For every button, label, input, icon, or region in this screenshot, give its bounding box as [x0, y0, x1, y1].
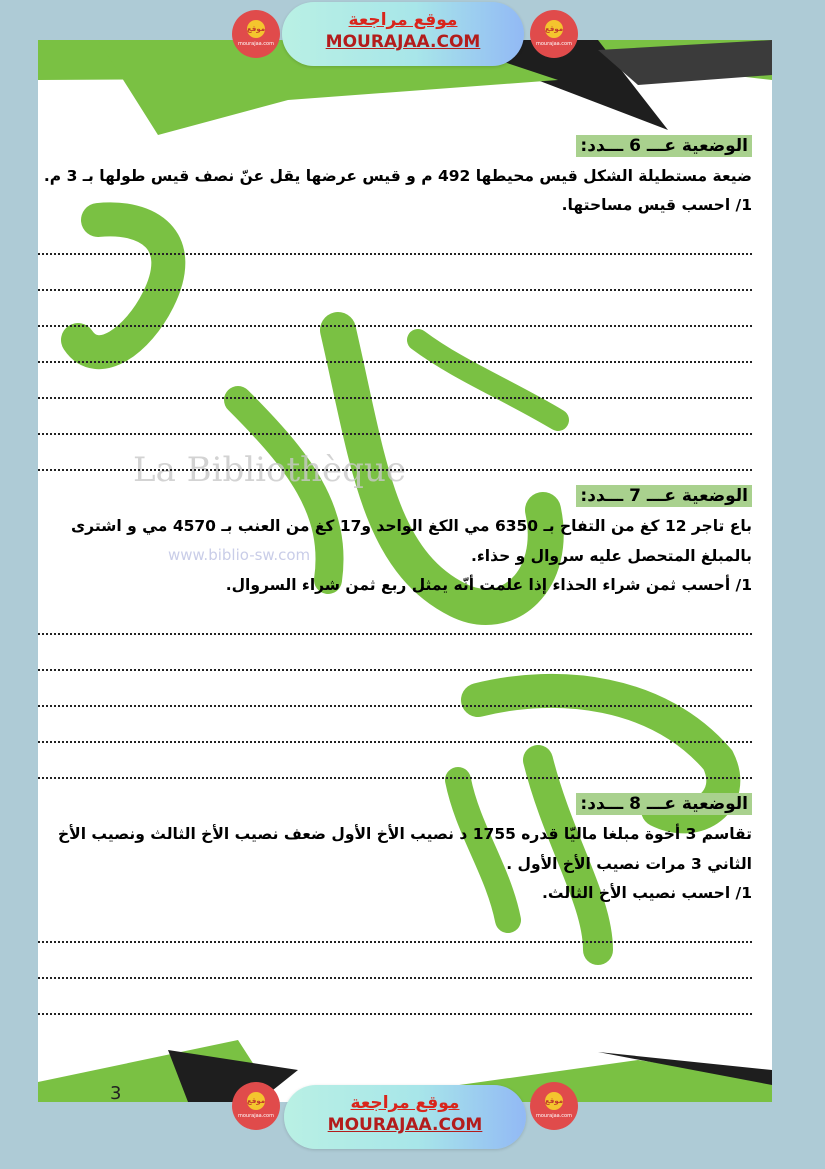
page-number: 3	[110, 1083, 122, 1104]
site-logo-icon: موقع mourajaa.com	[530, 10, 578, 58]
header-site-banner[interactable]	[282, 2, 524, 66]
banner-latin-text[interactable]: MOURAJAA.COM	[325, 32, 481, 52]
exercise-question: 1/ احسب قيس مساحتها.	[561, 196, 752, 214]
answer-line[interactable]	[38, 291, 752, 327]
answer-line[interactable]	[38, 907, 752, 943]
answer-line[interactable]	[38, 943, 752, 979]
exercise-8	[38, 793, 752, 1015]
answer-line[interactable]	[38, 399, 752, 435]
answer-line[interactable]	[38, 979, 752, 1015]
exercise-question: 1/ احسب نصيب الأخ الثالث.	[542, 884, 752, 902]
answer-line[interactable]	[38, 363, 752, 399]
answer-line[interactable]	[38, 707, 752, 743]
exercise-heading: الوضعية عـــ 6 ـــدد:	[576, 135, 752, 157]
site-logo-icon: موقع mourajaa.com	[232, 10, 280, 58]
answer-line[interactable]	[38, 327, 752, 363]
answer-line[interactable]	[38, 219, 752, 255]
exercise-content	[38, 135, 752, 1029]
exercise-heading: الوضعية عـــ 8 ـــدد:	[576, 793, 752, 815]
exercise-problem: تقاسم 3 أخوة مبلغا ماليّا قدره 1755 د نصيب الأخ الأول ضعف نصيب الأخ الثالث ونصيب الأخ الثاني 3 مرات نصيب الأخ الأول .	[58, 825, 752, 873]
answer-line[interactable]	[38, 635, 752, 671]
exercise-heading: الوضعية عـــ 7 ـــدد:	[576, 485, 752, 507]
answer-line[interactable]	[38, 435, 752, 471]
biblio-watermark-title: La Bibliothèque	[133, 450, 406, 490]
site-logo-icon: موقع mourajaa.com	[530, 1082, 578, 1130]
answer-line[interactable]	[38, 743, 752, 779]
biblio-watermark-url: www.biblio-sw.com	[168, 546, 311, 564]
exercise-problem: ضيعة مستطيلة الشكل قيس محيطها 492 م و قيس عرضها يقل عنّ نصف قيس طولها بـ 3 م.	[43, 167, 752, 185]
exercise-question: 1/ أحسب ثمن شراء الحذاء إذا علمت أنّه يمثل ربع ثمن شراء السروال.	[225, 576, 752, 594]
answer-line[interactable]	[38, 255, 752, 291]
exercise-6	[38, 135, 752, 471]
banner-latin-text[interactable]: MOURAJAA.COM	[327, 1115, 483, 1135]
exercise-problem: باع تاجر 12 كغ من التفاح بـ 6350 مي الكغ الواحد و17 كغ من العنب بـ 4570 مي و اشترى بالمبلغ المتحصل عليه سروال و حذاء.	[70, 517, 752, 565]
site-logo-icon: موقع mourajaa.com	[232, 1082, 280, 1130]
answer-line[interactable]	[38, 671, 752, 707]
answer-line[interactable]	[38, 599, 752, 635]
exercise-7	[38, 485, 752, 779]
footer-site-banner[interactable]	[284, 1085, 526, 1149]
banner-arabic-text[interactable]: موقع مراجعة	[348, 10, 458, 30]
banner-arabic-text[interactable]: موقع مراجعة	[350, 1093, 460, 1113]
